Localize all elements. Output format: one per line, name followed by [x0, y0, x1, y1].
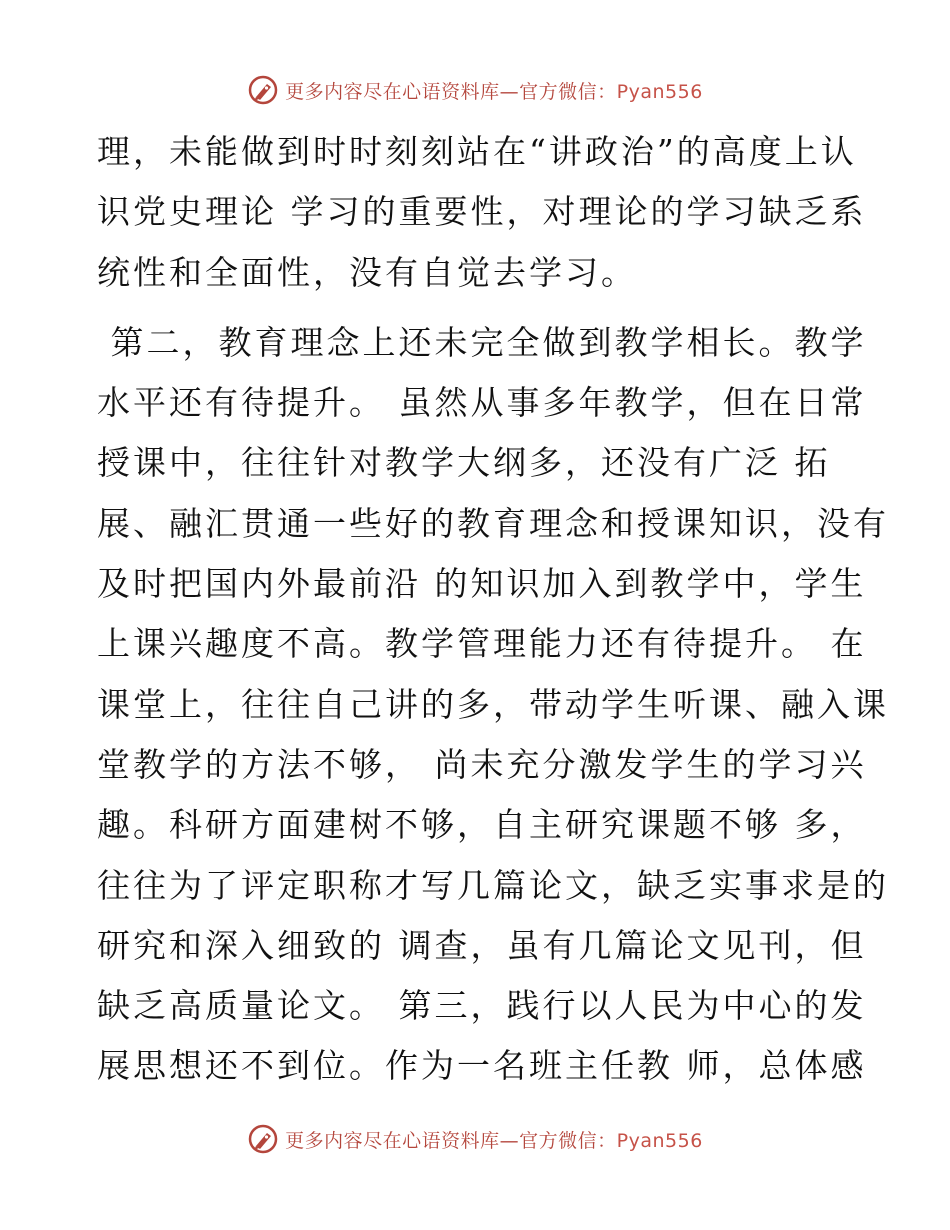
text-line: 课堂上，往往自己讲的多，带动学生听课、融入课: [97, 684, 889, 724]
header-watermark-banner: [0, 70, 950, 110]
text-line: 展、融汇贯通一些好的教育理念和授课知识，没有: [97, 503, 889, 543]
pen-nib-logo-icon: [247, 1123, 279, 1155]
banner-site-text: 更多内容尽在心语资料库—官方微信：: [285, 80, 617, 103]
text-line: 及时把国内外最前沿 的知识加入到教学中，学生: [97, 564, 867, 604]
text-line: 第二，教育理念上还未完全做到教学相长。教学: [97, 322, 867, 362]
text-line: 水平还有待提升。 虽然从事多年教学，但在日常: [97, 383, 867, 423]
text-line: 往往为了评定职称才写几篇论文，缺乏实事求是的: [97, 865, 889, 905]
banner-site-text: 更多内容尽在心语资料库—官方微信：: [285, 1129, 617, 1152]
text-line: 统性和全面性，没有自觉去学习。: [97, 252, 637, 292]
text-line: 研究和深入细致的 调查，虽有几篇论文见刊，但: [97, 925, 867, 965]
footer-watermark-banner: [0, 1119, 950, 1159]
banner-wechat-id: Pyan556: [616, 1129, 703, 1152]
text-line: 趣。科研方面建树不够，自主研究课题不够 多，: [97, 805, 867, 845]
document-body: [97, 122, 889, 1097]
text-line: 授课中，往往针对教学大纲多，还没有广泛 拓: [97, 443, 831, 483]
text-line: 理，未能做到时时刻刻站在“讲政治”的高度上认: [97, 132, 857, 171]
text-line: 上课兴趣度不高。教学管理能力还有待提升。 在: [97, 624, 867, 664]
pen-nib-logo-icon: [247, 74, 279, 106]
banner-text: [285, 77, 703, 104]
text-line: 堂教学的方法不够， 尚未充分激发学生的学习兴: [97, 744, 867, 784]
text-line: 展思想还不到位。作为一名班主任教 师，总体感: [97, 1046, 867, 1086]
banner-wechat-id: Pyan556: [616, 80, 703, 103]
text-line: 识党史理论 学习的重要性，对理论的学习缺乏系: [97, 192, 867, 232]
banner-text: [285, 1126, 703, 1153]
paragraph-gap: [97, 303, 857, 313]
text-line: 缺乏高质量论文。 第三，践行以人民为中心的发: [97, 986, 867, 1026]
